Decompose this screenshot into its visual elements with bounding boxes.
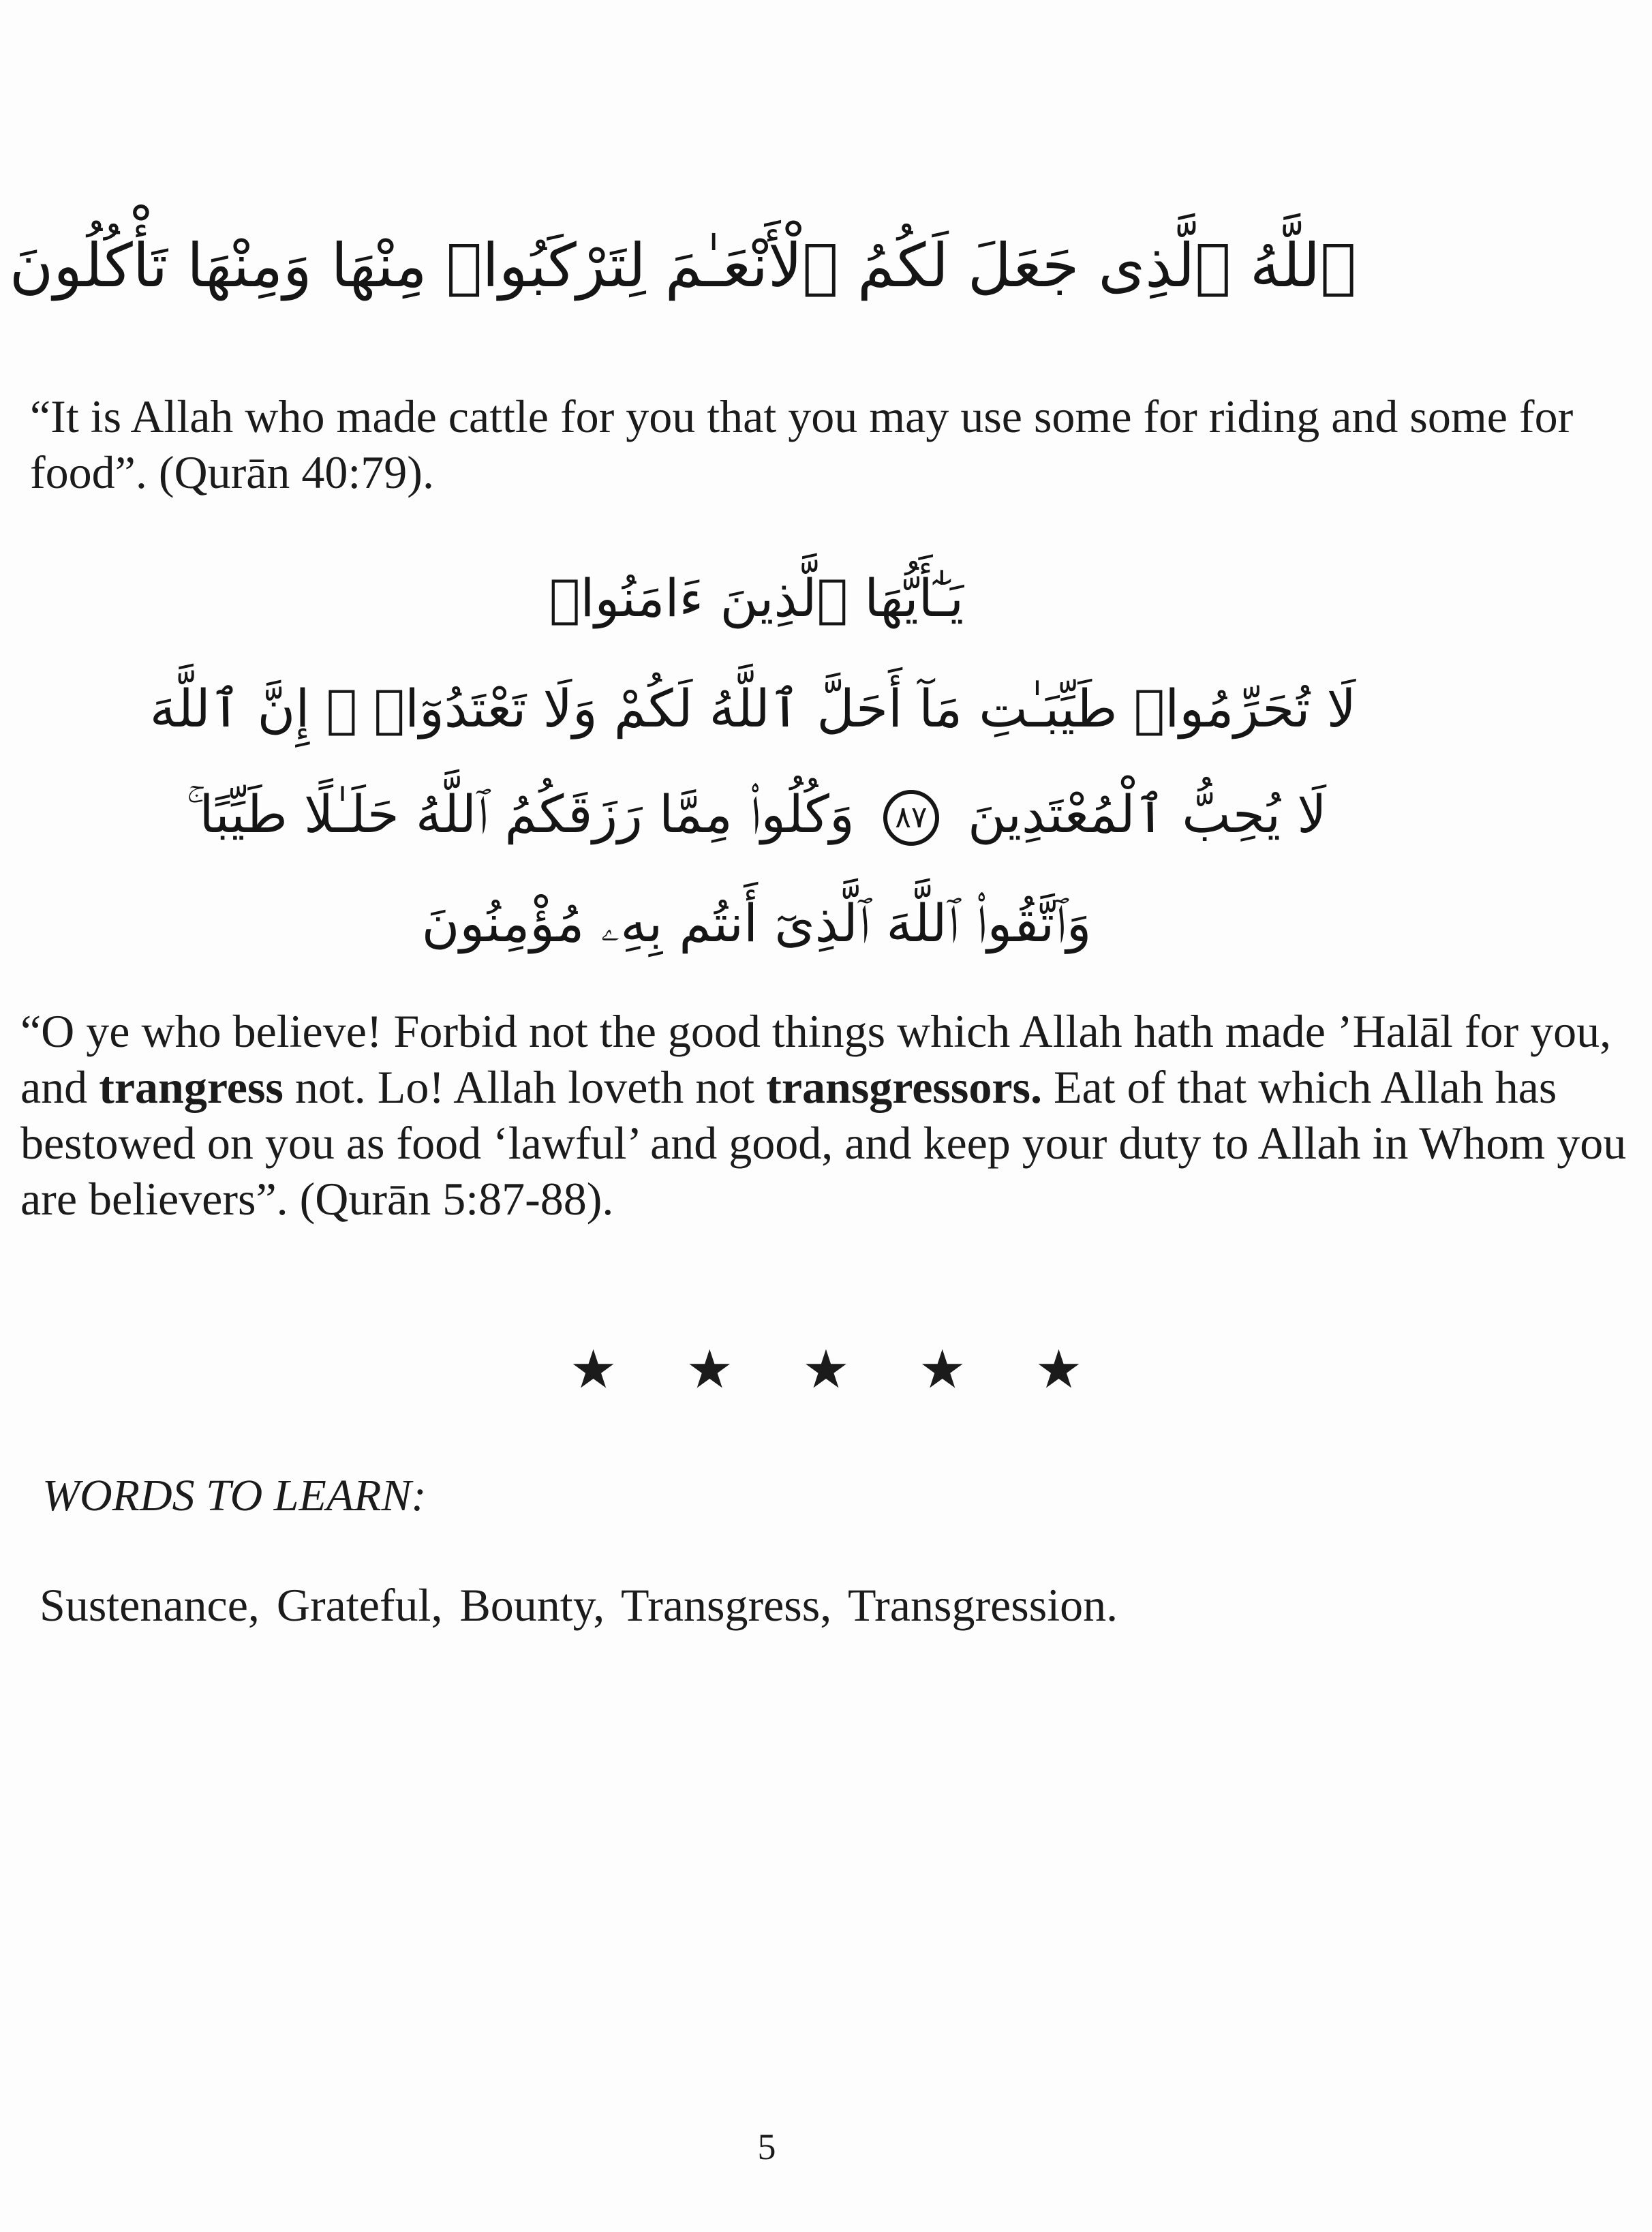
- translation-bold-word: transgressors.: [766, 1061, 1042, 1113]
- star-icon: ★: [1035, 1339, 1083, 1401]
- words-to-learn-list: Sustenance, Grateful, Bounty, Transgress, Transgression.: [40, 1579, 1118, 1631]
- page-number: 5: [757, 2126, 776, 2167]
- translation-text-part: “O ye who believe! Forbid not the good things which Allah hath made ’Halāl for you, and: [20, 1005, 1612, 1113]
- star-separator: [0, 1336, 1652, 1404]
- star-icon: ★: [918, 1339, 966, 1401]
- translation-5-87-88: [20, 1003, 1629, 1227]
- star-icon: ★: [569, 1339, 617, 1401]
- translation-40-79: “It is Allah who made cattle for you that you may use some for riding and some for food”. (Qurān 40:79).: [30, 391, 1574, 498]
- verse-number-marker: ٨٧: [883, 790, 939, 846]
- star-icon: ★: [686, 1339, 734, 1401]
- arabic-verse-40-79: ٱللَّهُ ٱلَّذِى جَعَلَ لَكُمُ ٱلْأَنْعَـٰمَ لِتَرْكَبُوا۟ مِنْهَا وَمِنْهَا تَأْكُلُونَ: [9, 230, 1356, 301]
- arabic-verse-5-87-line-2: لَا تُحَرِّمُوا۟ طَيِّبَـٰتِ مَآ أَحَلَّ ٱللَّهُ لَكُمْ وَلَا تَعْتَدُوٓا۟ ۚ إِنَّ ٱللَّهَ: [149, 678, 1356, 739]
- translation-text-part: not. Lo! Allah loveth not: [283, 1061, 767, 1113]
- arabic-verse-5-87-line-1: يَـٰٓأَيُّهَا ٱلَّذِينَ ءَامَنُوا۟: [549, 568, 964, 628]
- translation-text-part: Eat of that which Allah has bestowed on you as food ‘lawful’ and good, and keep your duty to Allah in Whom you are believers”. (Qurān 5:87-88).: [20, 1061, 1627, 1225]
- arabic-verse-5-87-line-3: [157, 770, 1356, 859]
- translation-bold-word: trangress: [99, 1061, 284, 1113]
- arabic-verse-5-88-line-1: وَكُلُوا۟ مِمَّا رَزَقَكُمُ ٱللَّهُ حَلَـٰلًا طَيِّبًا ۚ: [186, 784, 855, 844]
- words-to-learn-heading: WORDS TO LEARN:: [42, 1471, 427, 1520]
- arabic-verse-5-88-line-2: وَٱتَّقُوا۟ ٱللَّهَ ٱلَّذِىٓ أَنتُم بِهِۦ مُؤْمِنُونَ: [421, 893, 1092, 953]
- star-icon: ★: [802, 1339, 850, 1401]
- arabic-verse-5-87-line-3-part-1: لَا يُحِبُّ ٱلْمُعْتَدِينَ: [968, 784, 1327, 844]
